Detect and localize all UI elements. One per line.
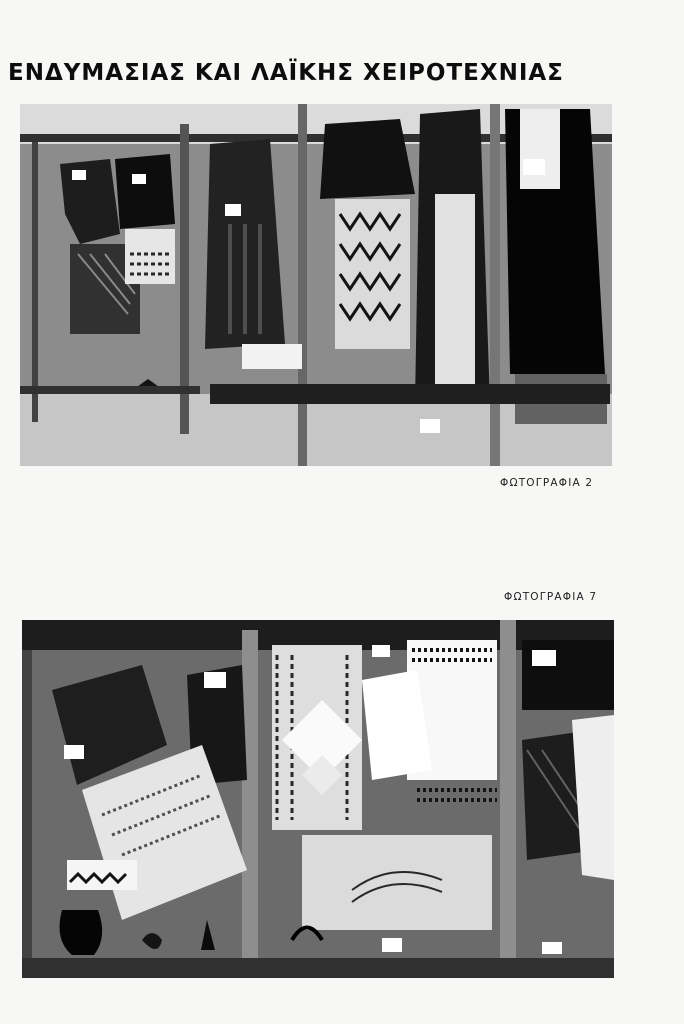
photo-costume-display — [20, 104, 612, 466]
costume-display-image — [20, 104, 612, 466]
textile-display-image — [22, 620, 614, 978]
photo-textile-display — [22, 620, 614, 978]
page-title: ΕΝΔΥΜΑΣΙΑΣ ΚΑΙ ΛΑΪΚΗΣ ΧΕΙΡΟΤΕΧΝΙΑΣ — [8, 60, 564, 86]
photo-caption-7: ΦΩΤΟΓΡΑΦΙΑ 7 — [504, 591, 598, 603]
photo-caption-2: ΦΩΤΟΓΡΑΦΙΑ 2 — [500, 477, 594, 489]
